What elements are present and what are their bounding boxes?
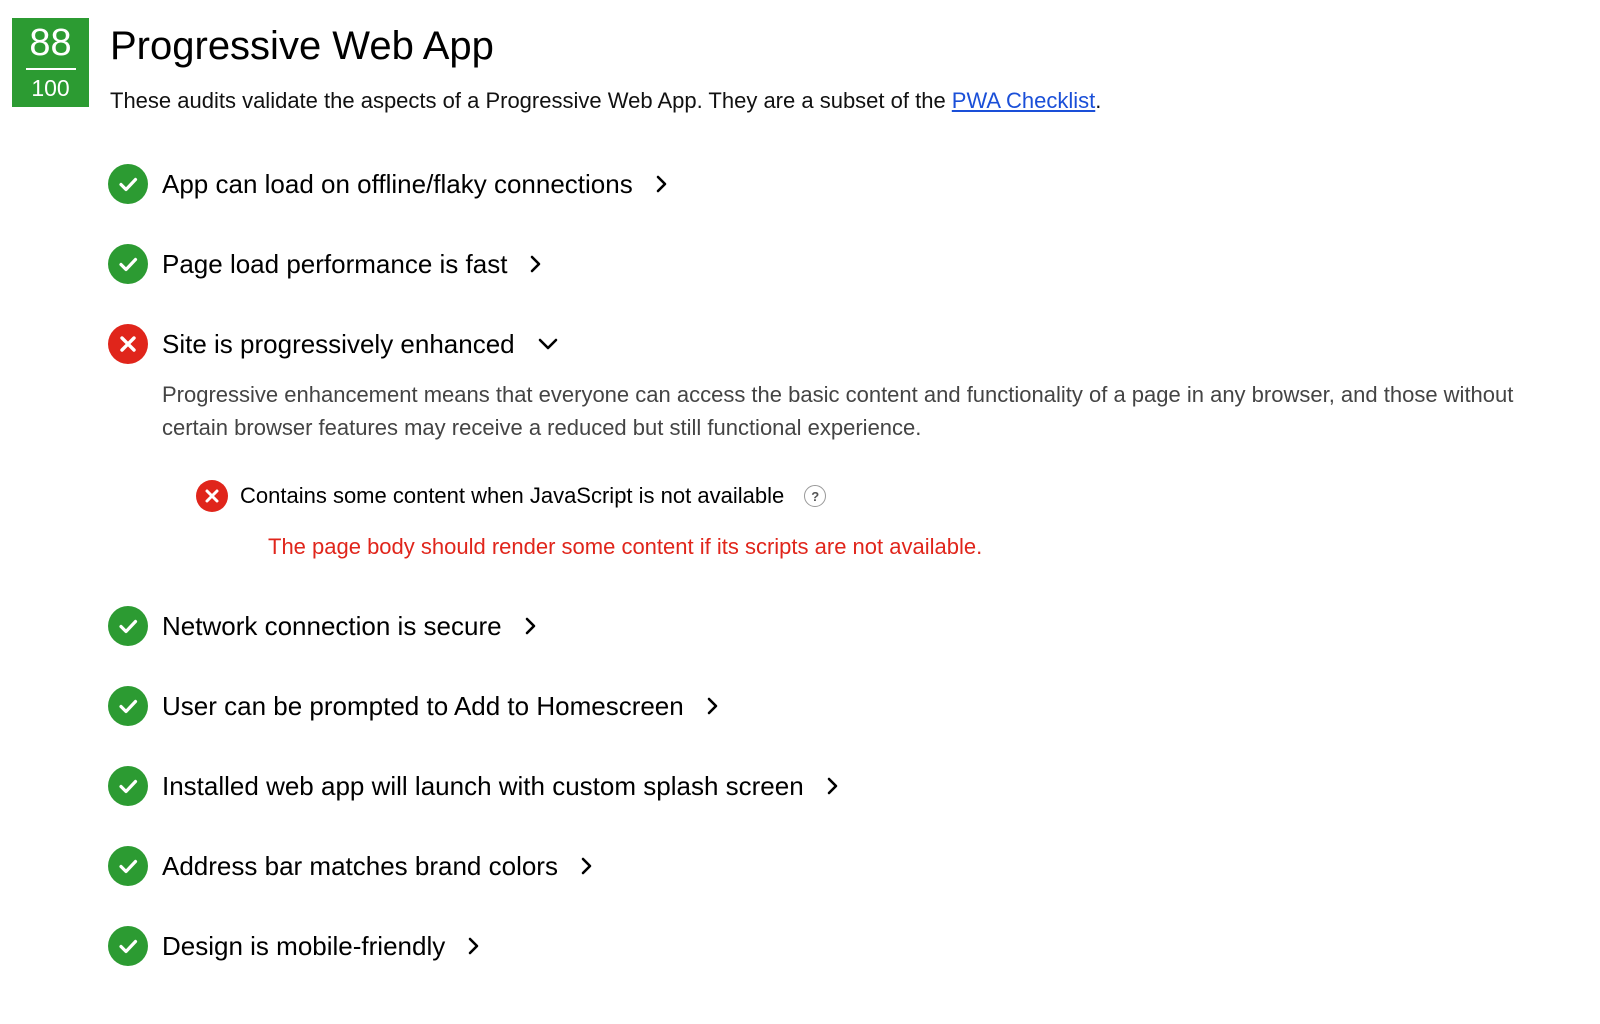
score-value: 88 (29, 22, 72, 64)
audit-row-offline[interactable] (108, 162, 669, 206)
category-header (110, 20, 1580, 116)
page-title: Progressive Web App (110, 24, 494, 68)
pass-check-icon (108, 846, 148, 886)
pass-check-icon (108, 766, 148, 806)
audit-title: Installed web app will launch with custom splash screen (162, 771, 804, 801)
audit-title: User can be prompted to Add to Homescreen (162, 691, 684, 721)
audit-row-mobile-friendly[interactable] (108, 924, 481, 968)
pass-check-icon (108, 606, 148, 646)
pwa-checklist-link[interactable]: PWA Checklist (951, 88, 1096, 113)
sub-audit-row (196, 478, 826, 514)
audit-row-homescreen[interactable] (108, 684, 720, 728)
audit-row-progressive-enhancement[interactable] (108, 322, 559, 366)
audit-row-secure[interactable] (108, 604, 538, 648)
fail-x-icon (196, 480, 228, 512)
category-description (110, 86, 1580, 116)
chevron-right-icon[interactable] (826, 776, 840, 796)
pass-check-icon (108, 244, 148, 284)
audit-title: Network connection is secure (162, 611, 502, 641)
pass-check-icon (108, 926, 148, 966)
score-max: 100 (31, 75, 70, 101)
audit-row-performance[interactable] (108, 242, 543, 286)
description-end: . (1095, 88, 1102, 113)
audit-detail-description: Progressive enhancement means that everyone can access the basic content and functionality of a page in any browser, and those without certain browser features may receive a reduced but still functional experience. (162, 382, 1514, 440)
chevron-right-icon[interactable] (524, 616, 538, 636)
pass-check-icon (108, 686, 148, 726)
fail-x-icon (108, 324, 148, 364)
score-divider (26, 68, 76, 70)
description-text: These audits validate the aspects of a Progressive Web App. They are a subset of the (110, 88, 952, 113)
audit-row-splash-screen[interactable] (108, 764, 840, 808)
audit-title: Site is progressively enhanced (162, 329, 515, 359)
chevron-right-icon[interactable] (529, 254, 543, 274)
error-message: The page body should render some content if its scripts are not available. (268, 534, 983, 559)
chevron-right-icon[interactable] (580, 856, 594, 876)
chevron-right-icon[interactable] (655, 174, 669, 194)
help-icon[interactable]: ? (804, 485, 826, 507)
chevron-down-icon[interactable] (537, 337, 559, 351)
chevron-right-icon[interactable] (467, 936, 481, 956)
audit-row-brand-colors[interactable] (108, 844, 594, 888)
audit-title: App can load on offline/flaky connections (162, 169, 633, 199)
chevron-right-icon[interactable] (706, 696, 720, 716)
score-badge (12, 18, 89, 107)
audit-title: Page load performance is fast (162, 249, 508, 279)
audit-title: Design is mobile-friendly (162, 931, 446, 961)
pass-check-icon (108, 164, 148, 204)
sub-audit-title: Contains some content when JavaScript is not available (240, 483, 785, 508)
audit-title: Address bar matches brand colors (162, 851, 558, 881)
